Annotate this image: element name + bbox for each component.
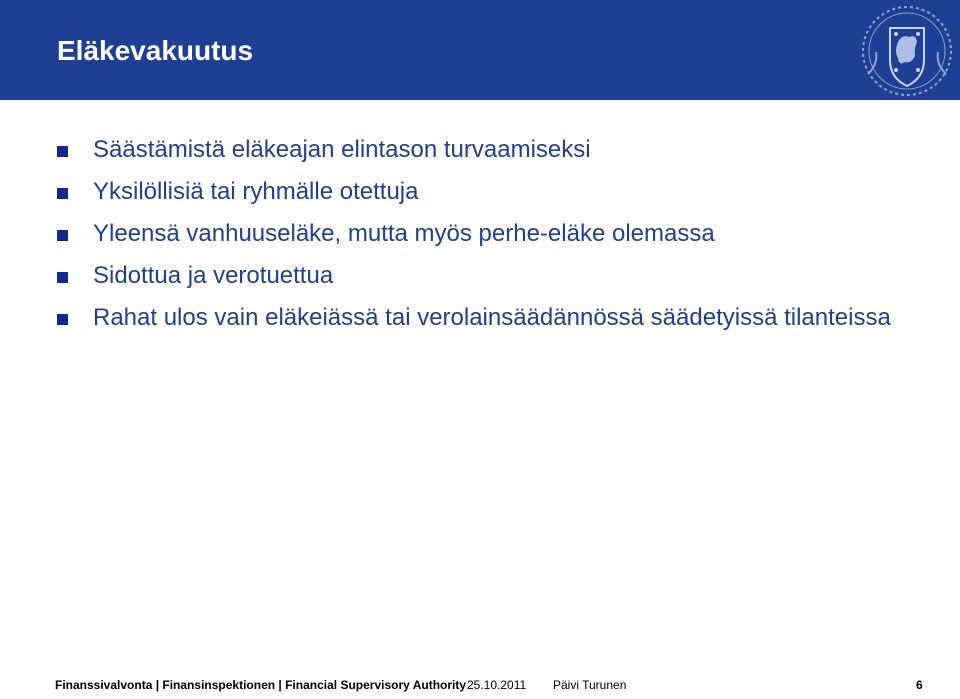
bullet-item [57, 216, 917, 252]
finnish-coat-of-arms-lion-icon [858, 4, 956, 98]
bullet-text: Yleensä vanhuuseläke, mutta myös perhe-eläke olemassa [93, 220, 715, 247]
page-number: 6 [916, 678, 923, 692]
bullet-list [57, 132, 917, 336]
bullet-item [57, 300, 917, 336]
bullet-item [57, 132, 917, 168]
bullet-text: Sidottua ja verotuettua [93, 262, 334, 289]
bullet-item [57, 258, 917, 294]
header-band [0, 0, 960, 100]
bullet-text: Säästämistä eläkeajan elintason turvaamiseksi [93, 136, 591, 163]
bullet-item [57, 174, 917, 210]
square-bullet-icon [57, 314, 68, 325]
square-bullet-icon [57, 188, 68, 199]
bullet-text: Rahat ulos vain eläkeiässä tai verolainsäädännössä säädetyissä tilanteissa [93, 304, 891, 331]
footer-organization: Finanssivalvonta | Finansinspektionen | Financial Supervisory Authority [55, 678, 467, 692]
square-bullet-icon [57, 230, 68, 241]
square-bullet-icon [57, 146, 68, 157]
slide-title: Eläkevakuutus [57, 35, 254, 66]
footer-date: 25.10.2011 [467, 678, 527, 692]
square-bullet-icon [57, 272, 68, 283]
bullet-text: Yksilöllisiä tai ryhmälle otettuja [93, 178, 419, 205]
slide-footer [0, 675, 960, 695]
footer-author: Päivi Turunen [553, 678, 627, 692]
